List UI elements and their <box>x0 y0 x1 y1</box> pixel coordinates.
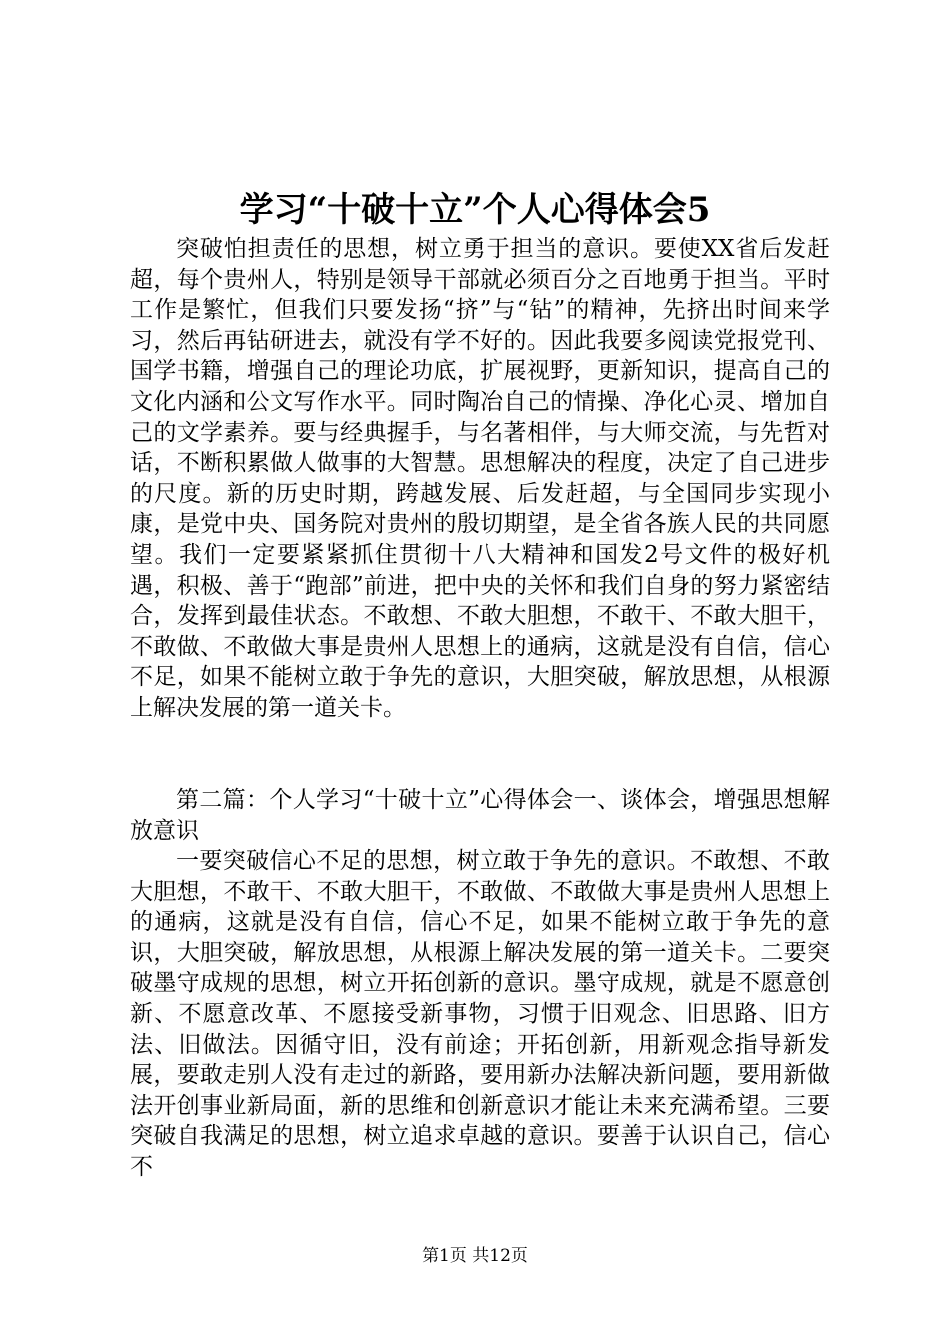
section-heading-paragraph: 第二篇：个人学习“十破十立”心得体会一、谈体会，增强思想解放意识 <box>130 787 830 844</box>
page-footer: 第1页 共12页 <box>422 1246 528 1266</box>
body-paragraph-3: 一要突破信心不足的思想，树立敢于争先的意识。不敢想、不敢大胆想，不敢干、不敢大胆干，不敢做、不敢做大事是贵州人思想上的通病，这就是没有自信，信心不足，如果不能树立敢于争先的意识，大胆突破，解放思想，从根源上解决发展的第一道关卡。二要突破墨守成规的思想，树立开拓创新的意识。墨守成规，就是不愿意创新、不愿意改革、不愿接受新事物，习惯于旧观念、旧思路、旧方法、旧做法。因循守旧，没有前途；开拓创新，用新观念指导新发展，要敢走别人没有走过的新路，要用新办法解决新问题，要用新做法开创事业新局面，新的思维和创新意识才能让未来充满希望。三要突破自我满足的思想，树立追求卓越的意识。要善于认识自己，信心不 <box>130 848 830 1180</box>
document-title: 学习“十破十立”个人心得体会5 <box>239 190 711 230</box>
body-paragraph-1: 突破怕担责任的思想，树立勇于担当的意识。要使XX省后发赶超，每个贵州人，特别是领导干部就必须百分之百地勇于担当。平时工作是繁忙，但我们只要发扬“挤”与“钻”的精神，先挤出时间来学习，然后再钻研进去，就没有学不好的。因此我要多阅读党报党刊、国学书籍，增强自己的理论功底，扩展视野，更新知识，提高自己的文化内涵和公文写作水平。同时陶冶自己的情操、净化心灵、增加自己的文学素养。要与经典握手，与名著相伴，与大师交流，与先哲对话，不断积累做人做事的大智慧。思想解决的程度，决定了自己进步的尺度。新的历史时期，跨越发展、后发赶超，与全国同步实现小康，是党中央、国务院对贵州的殷切期望，是全省各族人民的共同愿望。我们一定要紧紧抓住贯彻十八大精神和国发2号文件的极好机遇，积极、善于“跑部”前进，把中央的关怀和我们自身的努力紧密结合，发挥到最佳状态。不敢想、不敢大胆想，不敢干、不敢大胆干，不敢做、不敢做大事是贵州人思想上的通病，这就是没有自信，信心不足，如果不能树立敢于争先的意识，大胆突破，解放思想，从根源上解决发展的第一道关卡。 <box>130 236 830 721</box>
